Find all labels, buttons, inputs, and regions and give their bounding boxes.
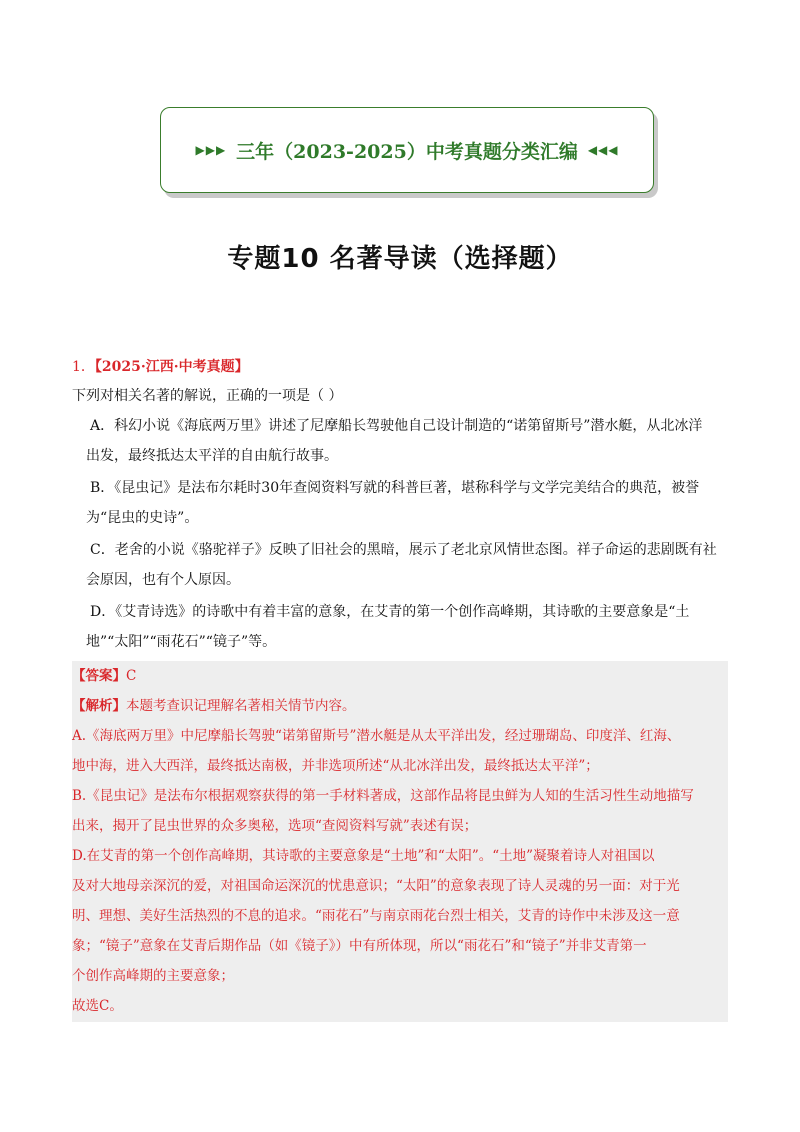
- option-d-line1: D．《艾青诗选》的诗歌中有着丰富的意象，在艾青的第一个创作高峰期，其诗歌的主要意象是“土: [90, 604, 690, 620]
- option-a-line1: A．科幻小说《海底两万里》讲述了尼摩船长驾驶他自己设计制造的“诺第留斯号”潜水艇，从北冰洋: [90, 418, 703, 434]
- analysis-line-7: 及对大地母亲深沉的爱，对祖国命运深沉的忧患意识；“太阳”的意象表现了诗人灵魂的另一面：对于光: [72, 878, 680, 894]
- analysis-text: 本题考查识记理解名著相关情节内容。: [126, 698, 356, 714]
- analysis-line-9: 象；“镜子”意象在艾青后期作品（如《镜子》）中有所体现，所以“雨花石”和“镜子”并非艾青第一: [72, 938, 647, 954]
- analysis-line-5: 出来，揭开了昆虫世界的众多奥秘，选项“查阅资料写就”表述有误；: [72, 818, 478, 834]
- option-d-line2: 地”“太阳”“雨花石”“镜子”等。: [86, 634, 277, 650]
- conclusion-line: 故选C。: [72, 998, 123, 1014]
- option-b-line1: B．《昆虫记》是法布尔耗时30年查阅资料写就的科普巨著，堪称科学与文学完美结合的典范，被誉: [90, 480, 700, 496]
- analysis-line-2: A.《海底两万里》中尼摩船长驾驶“诺第留斯号”潜水艇是从太平洋出发，经过珊瑚岛、印度洋、红海、: [72, 728, 681, 744]
- analysis-line-4: B.《昆虫记》是法布尔根据观察获得的第一手材料著成，这部作品将昆虫鲜为人知的生活习性生动地描写: [72, 788, 694, 804]
- option-b: [86, 473, 730, 533]
- analysis-line-3: 地中海，进入大西洋，最终抵达南极，并非选项所述“从北冰洋出发，最终抵达太平洋”；: [72, 758, 599, 774]
- option-d: [86, 597, 730, 657]
- header-banner: [160, 107, 654, 193]
- analysis-tag: 【解析】: [72, 698, 126, 714]
- option-b-line2: 为“昆虫的史诗”。: [86, 510, 199, 526]
- page-title: 专题10 名著导读（选择题）: [227, 244, 573, 274]
- answer-tag: 【答案】: [72, 668, 126, 684]
- analysis-line-1: [72, 694, 356, 714]
- left-arrows-icon: ◀◀◀: [587, 143, 619, 157]
- option-a: [86, 411, 730, 471]
- analysis-line-8: 明、理想、美好生活热烈的不息的追求。“雨花石”与南京雨花台烈士相关，艾青的诗作中未涉及这一意: [72, 908, 680, 924]
- question-stem: 下列对相关名著的解说，正确的一项是（ ）: [72, 388, 343, 404]
- option-c-line2: 会原因，也有个人原因。: [86, 572, 240, 588]
- option-a-line2: 出发，最终抵达太平洋的自由航行故事。: [86, 448, 338, 464]
- right-arrows-icon: ▶▶▶: [195, 143, 227, 157]
- banner-text: 三年（2023-2025）中考真题分类汇编: [236, 140, 578, 163]
- question-source: 【2025·江西·中考真题】: [94, 359, 249, 375]
- answer-line: [72, 664, 136, 684]
- question-number: 1．: [72, 359, 95, 375]
- analysis-line-6: D.在艾青的第一个创作高峰期，其诗歌的主要意象是“土地”和“太阳”。“土地”凝聚着诗人对祖国以: [72, 848, 655, 864]
- analysis-line-10: 个创作高峰期的主要意象；: [72, 968, 234, 984]
- question-header: [72, 356, 249, 376]
- option-c-line1: C．老舍的小说《骆驼祥子》反映了旧社会的黑暗，展示了老北京风情世态图。祥子命运的悲剧既有社: [90, 542, 717, 558]
- answer-value: C: [126, 668, 137, 684]
- option-c: [86, 535, 730, 595]
- banner-content: [195, 137, 618, 164]
